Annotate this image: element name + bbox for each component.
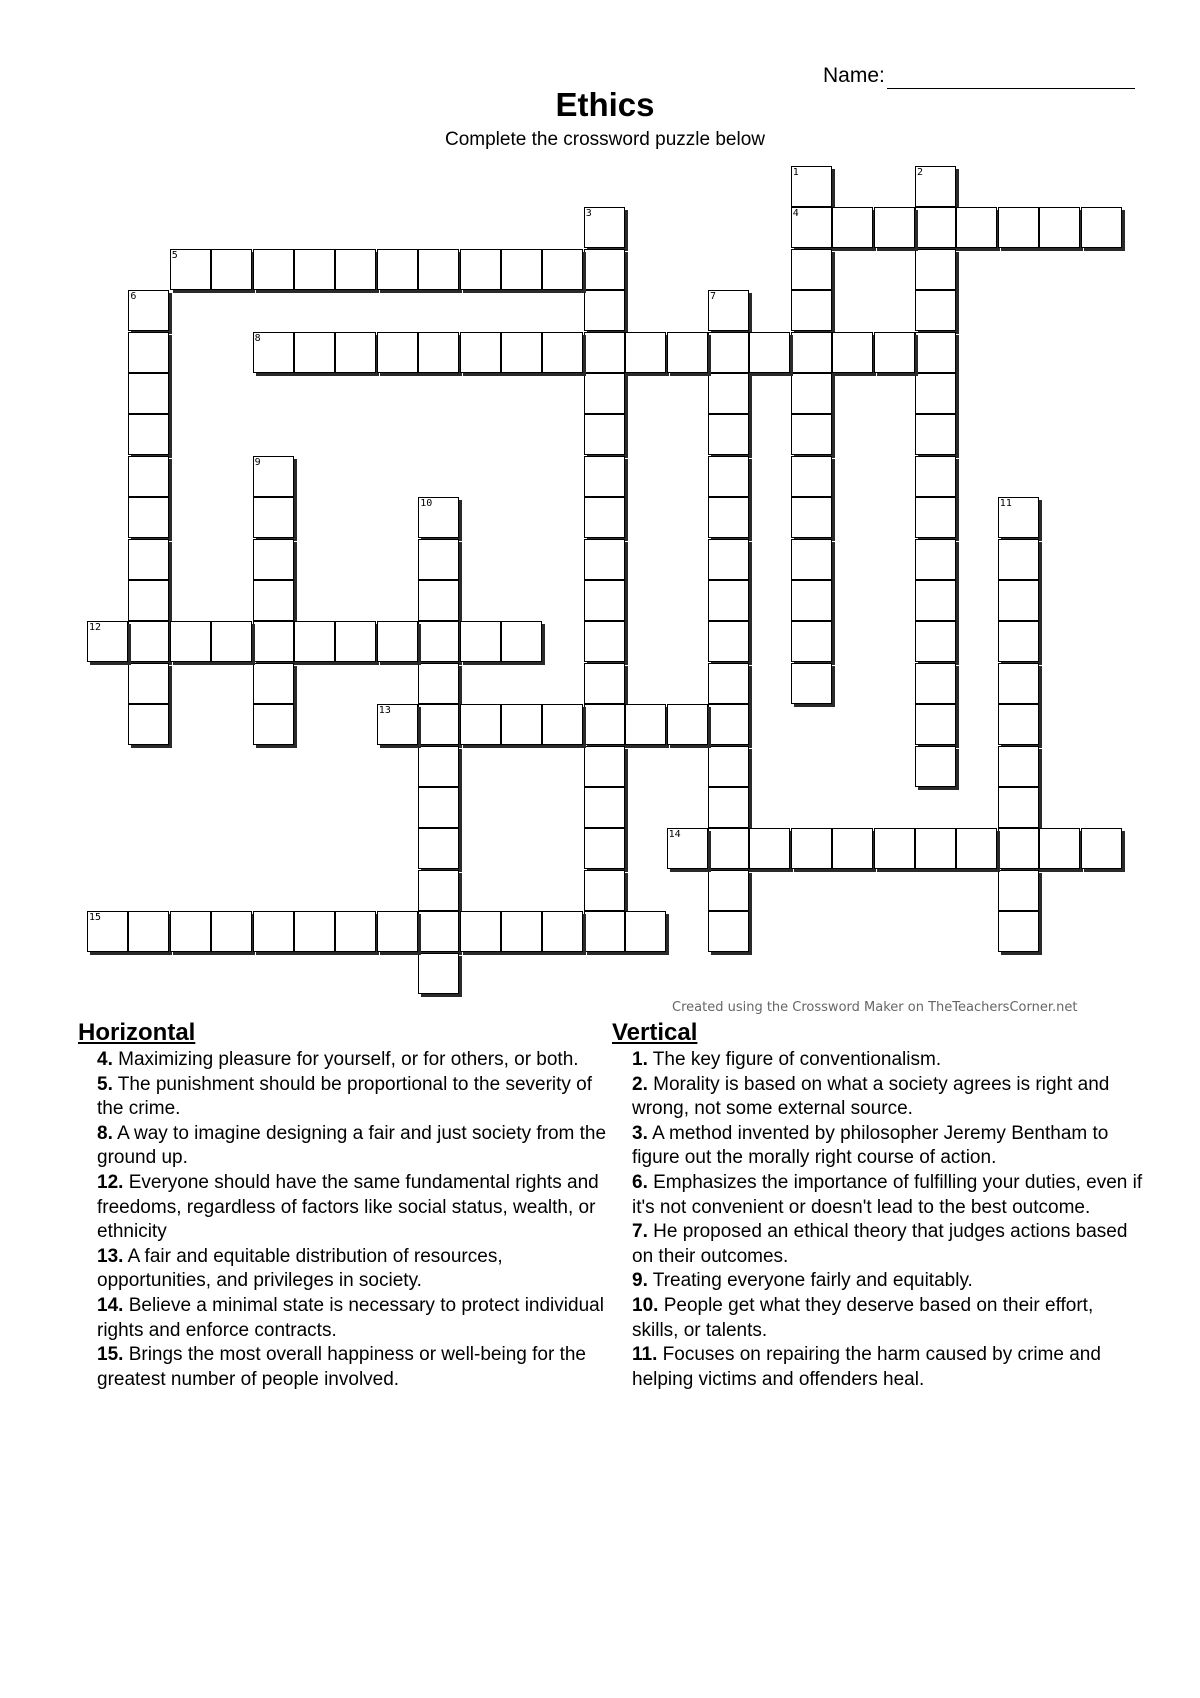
clue-text: Morality is based on what a society agrees is right and wrong, not some external source. <box>632 1073 1110 1120</box>
crossword-cell[interactable] <box>584 290 625 331</box>
crossword-cell[interactable] <box>1081 828 1122 869</box>
crossword-cell[interactable] <box>584 249 625 290</box>
crossword-cell[interactable] <box>377 249 418 290</box>
clue-number: 15. <box>97 1344 124 1366</box>
crossword-cell[interactable] <box>418 580 459 621</box>
crossword-cell[interactable] <box>128 911 169 952</box>
horizontal-clue <box>97 1294 609 1343</box>
crossword-cell[interactable] <box>584 414 625 455</box>
crossword-cell[interactable] <box>915 746 956 787</box>
crossword-cell[interactable] <box>377 621 418 662</box>
clue-number: 10. <box>632 1294 659 1316</box>
vertical-clue <box>632 1048 1144 1073</box>
clue-text: The key figure of conventionalism. <box>647 1049 942 1070</box>
crossword-cell[interactable] <box>998 497 1039 538</box>
vertical-clue <box>632 1073 1144 1122</box>
crossword-cell[interactable] <box>253 911 294 952</box>
crossword-cell[interactable] <box>460 332 501 373</box>
crossword-cell[interactable] <box>1039 828 1080 869</box>
crossword-cell[interactable] <box>998 539 1039 580</box>
vertical-clue <box>632 1122 1144 1171</box>
horizontal-clue <box>97 1171 609 1245</box>
clue-text: A way to imagine designing a fair and just society from the ground up. <box>97 1122 607 1169</box>
crossword-cell[interactable] <box>998 580 1039 621</box>
clue-number: 1. <box>632 1049 648 1070</box>
crossword-cell[interactable] <box>874 828 915 869</box>
clue-number-label: 10 <box>420 498 433 510</box>
vertical-clue <box>632 1269 1144 1294</box>
crossword-cell[interactable] <box>832 332 873 373</box>
crossword-cell[interactable] <box>791 456 832 497</box>
crossword-cell[interactable] <box>791 497 832 538</box>
horizontal-clue <box>97 1122 609 1171</box>
crossword-cell[interactable] <box>791 414 832 455</box>
crossword-cell[interactable] <box>915 539 956 580</box>
crossword-cell[interactable] <box>832 828 873 869</box>
vertical-clue-list <box>632 1048 1144 1392</box>
crossword-cell[interactable] <box>791 580 832 621</box>
crossword-cell[interactable] <box>956 207 997 248</box>
crossword-cell[interactable] <box>584 580 625 621</box>
clue-number: 7. <box>632 1221 648 1243</box>
crossword-cell[interactable] <box>708 870 749 911</box>
crossword-cell[interactable] <box>501 911 542 952</box>
crossword-cell[interactable] <box>377 911 418 952</box>
clue-number: 3. <box>632 1122 648 1144</box>
crossword-cell[interactable] <box>998 207 1039 248</box>
crossword-cell[interactable] <box>708 663 749 704</box>
crossword-cell[interactable] <box>667 332 708 373</box>
clue-number: 12. <box>97 1171 124 1193</box>
crossword-cell[interactable] <box>584 207 625 248</box>
crossword-cell[interactable] <box>501 704 542 745</box>
crossword-cell[interactable] <box>791 207 832 248</box>
crossword-cell[interactable] <box>915 414 956 455</box>
horizontal-heading: Horizontal <box>78 1019 196 1046</box>
clue-text: He proposed an ethical theory that judges actions based on their outcomes. <box>632 1221 1128 1267</box>
name-label: Name: <box>823 64 885 87</box>
crossword-cell[interactable] <box>708 580 749 621</box>
crossword-cell[interactable] <box>377 704 418 745</box>
crossword-cell[interactable] <box>253 663 294 704</box>
crossword-cell[interactable] <box>211 249 252 290</box>
crossword-cell[interactable] <box>915 704 956 745</box>
crossword-cell[interactable] <box>584 911 625 952</box>
crossword-cell[interactable] <box>418 497 459 538</box>
horizontal-clue-list <box>97 1048 609 1392</box>
crossword-cell[interactable] <box>625 911 666 952</box>
crossword-cell[interactable] <box>625 704 666 745</box>
crossword-cell[interactable] <box>956 828 997 869</box>
crossword-cell[interactable] <box>708 414 749 455</box>
crossword-cell[interactable] <box>170 249 211 290</box>
crossword-cell[interactable] <box>915 166 956 207</box>
crossword-cell[interactable] <box>915 290 956 331</box>
crossword-cell[interactable] <box>377 332 418 373</box>
crossword-cell[interactable] <box>708 373 749 414</box>
vertical-clue <box>632 1343 1144 1392</box>
crossword-cell[interactable] <box>874 332 915 373</box>
crossword-cell[interactable] <box>915 621 956 662</box>
crossword-cell[interactable] <box>335 332 376 373</box>
clue-text: Maximizing pleasure for yourself, or for others, or both. <box>112 1049 579 1070</box>
clue-number-label: 1 <box>792 167 799 178</box>
crossword-cell[interactable] <box>128 663 169 704</box>
crossword-cell[interactable] <box>335 911 376 952</box>
clue-number: 14. <box>97 1294 124 1316</box>
crossword-cell[interactable] <box>542 911 583 952</box>
clue-number: 13. <box>97 1245 124 1267</box>
crossword-cell[interactable] <box>998 746 1039 787</box>
crossword-cell[interactable] <box>915 580 956 621</box>
crossword-cell[interactable] <box>708 746 749 787</box>
crossword-cell[interactable] <box>253 249 294 290</box>
crossword-cell[interactable] <box>418 663 459 704</box>
crossword-cell[interactable] <box>542 704 583 745</box>
credit-line: Created using the Crossword Maker on TheTeachersCorner.net <box>672 1000 1078 1015</box>
crossword-cell[interactable] <box>294 332 335 373</box>
crossword-cell[interactable] <box>170 911 211 952</box>
crossword-cell[interactable] <box>708 911 749 952</box>
crossword-cell[interactable] <box>584 497 625 538</box>
crossword-cell[interactable] <box>874 207 915 248</box>
crossword-cell[interactable] <box>584 870 625 911</box>
horizontal-clue <box>97 1048 609 1073</box>
crossword-cell[interactable] <box>418 787 459 828</box>
crossword-cell[interactable] <box>253 621 294 662</box>
crossword-cell[interactable] <box>667 704 708 745</box>
crossword-cell[interactable] <box>915 249 956 290</box>
clue-number: 6. <box>632 1171 648 1193</box>
crossword-cell[interactable] <box>253 332 294 373</box>
crossword-cell[interactable] <box>501 332 542 373</box>
crossword-cell[interactable] <box>128 373 169 414</box>
crossword-cell[interactable] <box>335 621 376 662</box>
clue-number-label: 9 <box>254 456 261 468</box>
crossword-cell[interactable] <box>584 332 625 373</box>
horizontal-clue <box>97 1245 609 1294</box>
crossword-cell[interactable] <box>294 249 335 290</box>
crossword-cell[interactable] <box>128 704 169 745</box>
crossword-cell[interactable] <box>915 663 956 704</box>
crossword-cell[interactable] <box>460 249 501 290</box>
crossword-cell[interactable] <box>128 497 169 538</box>
crossword-cell[interactable] <box>418 746 459 787</box>
crossword-cell[interactable] <box>418 828 459 869</box>
crossword-cell[interactable] <box>584 828 625 869</box>
crossword-cell[interactable] <box>335 249 376 290</box>
crossword-cell[interactable] <box>998 870 1039 911</box>
crossword-cell[interactable] <box>791 249 832 290</box>
crossword-cell[interactable] <box>915 332 956 373</box>
clue-number-label: 12 <box>89 622 102 634</box>
crossword-cell[interactable] <box>584 704 625 745</box>
clue-number-label: 4 <box>792 208 799 220</box>
clue-text: Believe a minimal state is necessary to protect individual rights and enforce contracts. <box>97 1294 604 1341</box>
crossword-cell[interactable] <box>501 621 542 662</box>
crossword-cell[interactable] <box>708 787 749 828</box>
crossword-cell[interactable] <box>542 249 583 290</box>
clue-number: 9. <box>632 1270 648 1292</box>
crossword-cell[interactable] <box>128 290 169 331</box>
crossword-cell[interactable] <box>708 539 749 580</box>
clue-text: The punishment should be proportional to the severity of the crime. <box>97 1073 593 1120</box>
crossword-cell[interactable] <box>128 580 169 621</box>
crossword-cell[interactable] <box>253 580 294 621</box>
crossword-cell[interactable] <box>460 704 501 745</box>
crossword-cell[interactable] <box>460 911 501 952</box>
crossword-cell[interactable] <box>128 621 169 662</box>
clue-number-label: 3 <box>585 208 592 220</box>
crossword-cell[interactable] <box>418 249 459 290</box>
clue-number: 5. <box>97 1073 113 1095</box>
crossword-cell[interactable] <box>253 497 294 538</box>
crossword-cell[interactable] <box>915 828 956 869</box>
crossword-cell[interactable] <box>418 539 459 580</box>
crossword-cell[interactable] <box>584 663 625 704</box>
crossword-cell[interactable] <box>87 621 128 662</box>
clue-number-label: 6 <box>130 291 137 303</box>
clue-number-label: 15 <box>89 912 102 924</box>
crossword-cell[interactable] <box>253 539 294 580</box>
crossword-cell[interactable] <box>87 911 128 952</box>
crossword-cell[interactable] <box>708 621 749 662</box>
vertical-clue <box>632 1294 1144 1343</box>
crossword-cell[interactable] <box>128 414 169 455</box>
crossword-cell[interactable] <box>584 456 625 497</box>
crossword-cell[interactable] <box>294 911 335 952</box>
crossword-cell[interactable] <box>998 828 1039 869</box>
crossword-cell[interactable] <box>915 207 956 248</box>
crossword-cell[interactable] <box>791 373 832 414</box>
clue-number-label: 5 <box>171 249 178 261</box>
crossword-cell[interactable] <box>1039 207 1080 248</box>
clue-number: 2. <box>632 1073 648 1095</box>
crossword-cell[interactable] <box>584 787 625 828</box>
crossword-cell[interactable] <box>998 621 1039 662</box>
crossword-cell[interactable] <box>584 621 625 662</box>
crossword-cell[interactable] <box>749 332 790 373</box>
crossword-cell[interactable] <box>170 621 211 662</box>
crossword-cell[interactable] <box>418 621 459 662</box>
clue-number-label: 13 <box>378 705 391 717</box>
clue-text: Treating everyone fairly and equitably. <box>647 1270 973 1292</box>
crossword-cell[interactable] <box>584 539 625 580</box>
crossword-cell[interactable] <box>542 332 583 373</box>
horizontal-clue <box>97 1073 609 1122</box>
crossword-cell[interactable] <box>791 166 832 207</box>
clue-text: A method invented by philosopher Jeremy Bentham to figure out the morally right course of action. <box>632 1122 1109 1169</box>
clue-number: 8. <box>97 1122 113 1144</box>
crossword-cell[interactable] <box>915 373 956 414</box>
crossword-cell[interactable] <box>418 953 459 994</box>
crossword-cell[interactable] <box>294 621 335 662</box>
clue-text: People get what they deserve based on their effort, skills, or talents. <box>632 1294 1094 1341</box>
crossword-cell[interactable] <box>418 911 459 952</box>
crossword-cell[interactable] <box>791 290 832 331</box>
crossword-cell[interactable] <box>708 497 749 538</box>
clue-number: 11. <box>632 1344 658 1366</box>
clue-text: Emphasizes the importance of fulfilling your duties, even if it's not convenient or doesn't lead to the best outcome. <box>632 1171 1143 1218</box>
crossword-cell[interactable] <box>211 911 252 952</box>
crossword-cell[interactable] <box>998 911 1039 952</box>
crossword-cell[interactable] <box>584 373 625 414</box>
clue-number-label: 14 <box>668 829 681 841</box>
crossword-cell[interactable] <box>501 249 542 290</box>
crossword-cell[interactable] <box>791 621 832 662</box>
crossword-cell[interactable] <box>791 663 832 704</box>
crossword-cell[interactable] <box>708 828 749 869</box>
crossword-cell[interactable] <box>791 828 832 869</box>
crossword-cell[interactable] <box>998 704 1039 745</box>
crossword-cell[interactable] <box>915 456 956 497</box>
crossword-cell[interactable] <box>708 332 749 373</box>
crossword-cell[interactable] <box>708 290 749 331</box>
crossword-cell[interactable] <box>915 497 956 538</box>
crossword-cell[interactable] <box>253 704 294 745</box>
clue-text: Everyone should have the same fundamental rights and freedoms, regardless of factors like social status, wealth, or ethnicity <box>97 1171 599 1243</box>
page-subtitle: Complete the crossword puzzle below <box>445 129 765 150</box>
crossword-cell[interactable] <box>418 870 459 911</box>
clue-number-label: 7 <box>710 291 717 303</box>
crossword-cell[interactable] <box>791 332 832 373</box>
crossword-cell[interactable] <box>1081 207 1122 248</box>
crossword-cell[interactable] <box>708 456 749 497</box>
clue-number-label: 11 <box>999 498 1012 510</box>
clue-number-label: 8 <box>254 332 261 344</box>
crossword-cell[interactable] <box>211 621 252 662</box>
clue-text: A fair and equitable distribution of resources, opportunities, and privileges in society. <box>97 1245 503 1292</box>
page-title: Ethics <box>555 86 655 123</box>
crossword-cell[interactable] <box>128 539 169 580</box>
crossword-cell[interactable] <box>708 704 749 745</box>
vertical-heading: Vertical <box>612 1019 698 1046</box>
crossword-cell[interactable] <box>253 456 294 497</box>
crossword-cell[interactable] <box>625 332 666 373</box>
crossword-cell[interactable] <box>418 332 459 373</box>
crossword-cell[interactable] <box>128 456 169 497</box>
crossword-cell[interactable] <box>998 663 1039 704</box>
crossword-cell[interactable] <box>460 621 501 662</box>
horizontal-clue <box>97 1343 609 1392</box>
crossword-cell[interactable] <box>584 746 625 787</box>
vertical-clue <box>632 1171 1144 1220</box>
crossword-cell[interactable] <box>667 828 708 869</box>
crossword-cell[interactable] <box>998 787 1039 828</box>
crossword-cell[interactable] <box>418 704 459 745</box>
clue-text: Focuses on repairing the harm caused by crime and helping victims and offenders heal. <box>632 1344 1101 1390</box>
crossword-cell[interactable] <box>128 332 169 373</box>
clue-number: 4. <box>97 1049 113 1070</box>
clue-text: Brings the most overall happiness or well-being for the greatest number of people involved. <box>97 1344 586 1390</box>
crossword-cell[interactable] <box>791 539 832 580</box>
vertical-clue <box>632 1220 1144 1269</box>
crossword-cell[interactable] <box>749 828 790 869</box>
crossword-cell[interactable] <box>832 207 873 248</box>
clue-number-label: 2 <box>917 167 924 178</box>
